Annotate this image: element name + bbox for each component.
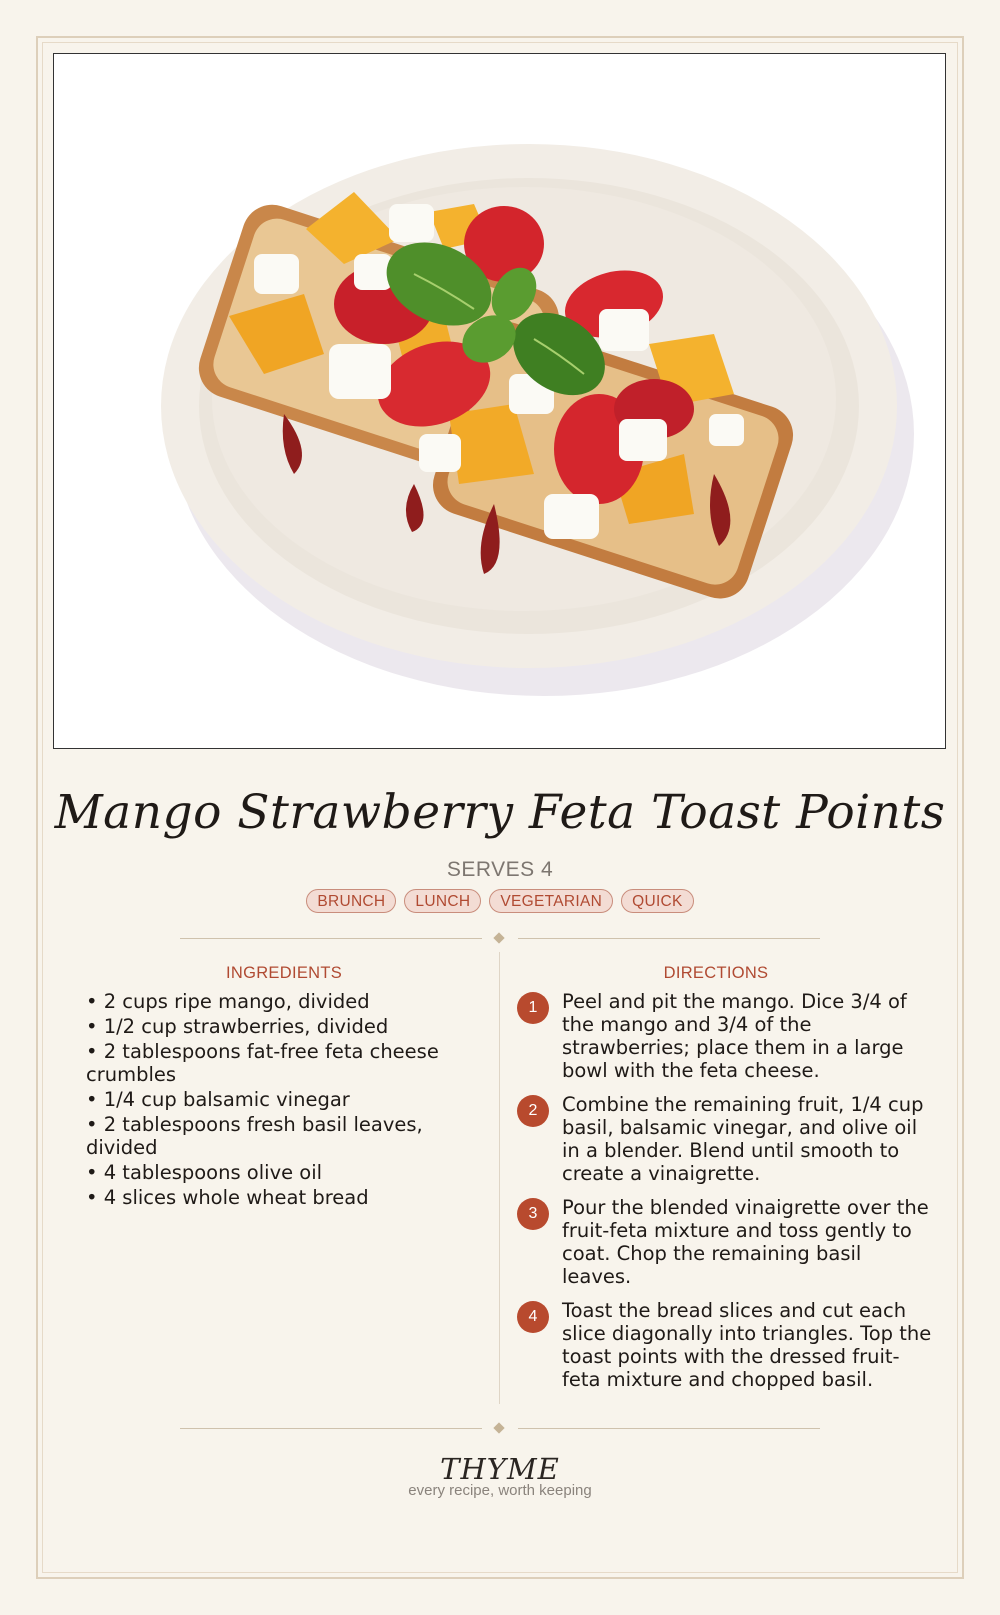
bottom-divider: [180, 1423, 820, 1435]
step-number-badge: 4: [517, 1301, 549, 1333]
ingredients-list: [86, 990, 481, 1211]
step-number-badge: 1: [517, 992, 549, 1024]
ingredient-item: • 2 cups ripe mango, divided: [86, 990, 370, 1013]
direction-step: [516, 1299, 936, 1391]
ingredients-heading: INGREDIENTS: [225, 964, 343, 982]
step-number-badge: 2: [517, 1095, 549, 1127]
step-text: Toast the bread slices and cut each slice diagonally into triangles. Top the toast points with the dressed fruit-feta mixture and chopped basil.: [562, 1299, 932, 1391]
ingredient-item: • 2 tablespoons fresh basil leaves, divided: [86, 1113, 423, 1159]
column-separator: [499, 952, 500, 1404]
recipe-title: Mango Strawberry Feta Toast Points: [54, 785, 946, 840]
divider-line-left: [180, 1428, 482, 1429]
divider-line-left: [180, 938, 482, 939]
tag-list: [0, 889, 1000, 913]
step-number-badge: 3: [517, 1198, 549, 1230]
tag-lunch[interactable]: LUNCH: [404, 889, 481, 913]
serves-label: SERVES 4: [446, 858, 554, 881]
divider-diamond-ornament: [493, 932, 504, 943]
ingredient-item: • 2 tablespoons fat-free feta cheese crumbles: [86, 1040, 439, 1086]
recipe-photo: [53, 53, 946, 749]
top-divider: [180, 933, 820, 945]
direction-step: [516, 990, 936, 1082]
directions-list: [516, 990, 936, 1391]
ingredient-item: • 1/2 cup strawberries, divided: [86, 1015, 389, 1038]
direction-step: [516, 1196, 936, 1288]
divider-line-right: [518, 938, 820, 939]
step-text: Pour the blended vinaigrette over the fruit-feta mixture and toss gently to coat. Chop the remaining basil leaves.: [562, 1196, 929, 1288]
tag-quick[interactable]: QUICK: [621, 889, 694, 913]
step-text: Combine the remaining fruit, 1/4 cup basil, balsamic vinegar, and olive oil in a blender. Blend until smooth to create a vinaigrette.: [562, 1093, 924, 1185]
tag-vegetarian[interactable]: VEGETARIAN: [489, 889, 613, 913]
tag-brunch[interactable]: BRUNCH: [306, 889, 396, 913]
divider-diamond-ornament: [493, 1422, 504, 1433]
step-text: Peel and pit the mango. Dice 3/4 of the mango and 3/4 of the strawberries; place them in a large bowl with the feta cheese.: [562, 990, 907, 1082]
ingredient-item: • 4 tablespoons olive oil: [86, 1161, 323, 1184]
brand-logo-text: THYME: [440, 1452, 560, 1486]
directions-heading: DIRECTIONS: [663, 964, 769, 982]
divider-line-right: [518, 1428, 820, 1429]
brand-tagline: every recipe, worth keeping: [408, 1482, 592, 1499]
ingredient-item: • 1/4 cup balsamic vinegar: [86, 1088, 350, 1111]
direction-step: [516, 1093, 936, 1185]
ingredient-item: • 4 slices whole wheat bread: [86, 1186, 369, 1209]
